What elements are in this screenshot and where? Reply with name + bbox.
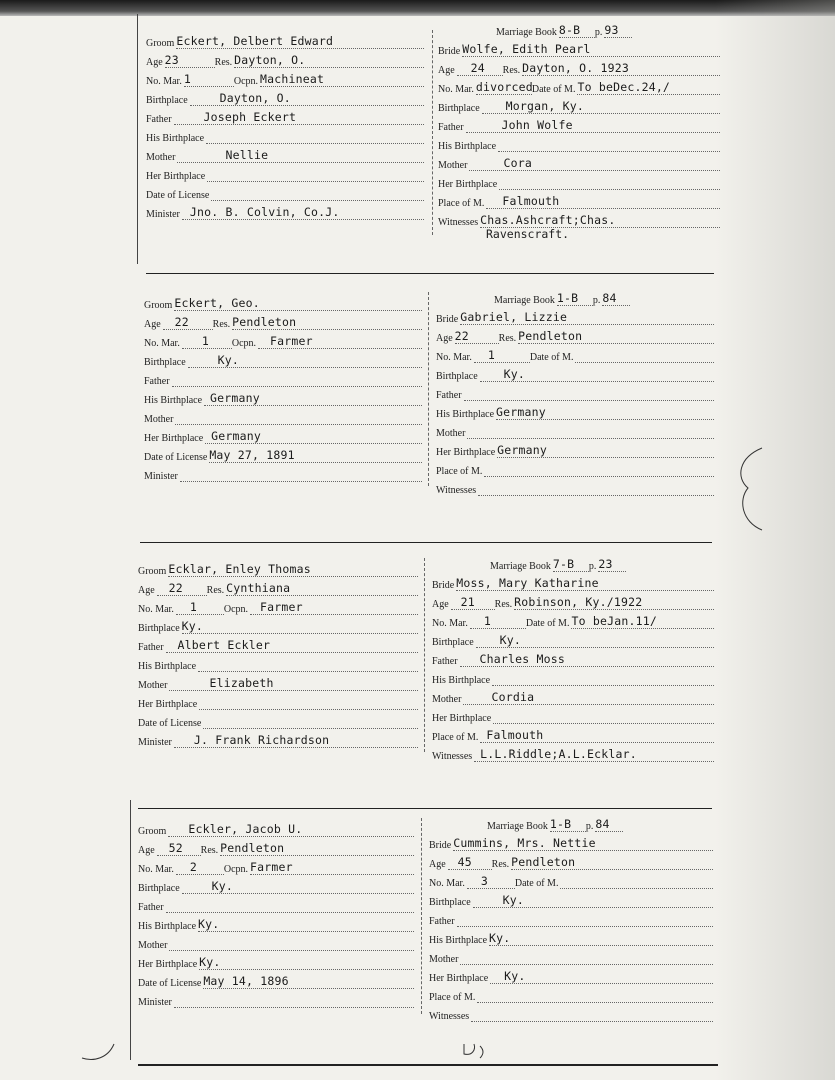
groom-date-of-license: May 14, 1896 [203, 974, 289, 988]
bride-place-of-m-row [429, 984, 713, 1003]
groom-nomar-row [144, 330, 422, 349]
bride-his-birthplace-row [429, 927, 713, 946]
record-divider [428, 292, 429, 486]
bride-witnesses-row [429, 1003, 713, 1022]
marriage-book-number: 1-B [556, 291, 579, 305]
birthplace-label: Birthplace [432, 637, 474, 648]
scan-edge-shading [715, 0, 835, 1080]
groom-ocpn: Machineat [260, 72, 325, 86]
marriage-book-label: Marriage Book [496, 27, 557, 38]
mother-label: Mother [146, 152, 176, 163]
place-of-m-label: Place of M. [429, 992, 476, 1003]
bride-birthplace-row [432, 629, 714, 648]
bride-her-birthplace: Germany [497, 443, 548, 457]
bride-his-birthplace-row [438, 133, 720, 152]
record-divider [424, 558, 425, 752]
groom-name: Eckert, Geo. [174, 296, 260, 310]
record-separator [146, 273, 714, 274]
marriage-book-page: 93 [604, 23, 619, 37]
bride-place-of-m: Falmouth [502, 194, 560, 208]
res-label: Res. [491, 859, 510, 870]
date-of-m-label: Date of M. [529, 352, 574, 363]
groom-age-row [138, 577, 418, 596]
groom-mother-row [138, 932, 414, 951]
father-label: Father [436, 390, 462, 401]
groom-her-birthplace-row [138, 691, 418, 710]
groom-age: 23 [164, 53, 179, 67]
groom-his-birthplace-row [138, 653, 418, 672]
bride-age: 22 [454, 329, 469, 343]
margin-bracket-mark [734, 444, 764, 534]
groom-license-row [146, 182, 424, 201]
no-mar-label: No. Mar. [436, 352, 472, 363]
record-separator [138, 808, 712, 809]
mother-label: Mother [432, 694, 462, 705]
groom-no-mar: 1 [189, 600, 197, 614]
bride-her-birthplace-row [436, 439, 714, 458]
groom-res: Dayton, O. [234, 53, 306, 67]
groom-her-birthplace-row [146, 163, 424, 182]
bride-name: Wolfe, Edith Pearl [462, 42, 591, 56]
marriage-book-label: Marriage Book [487, 821, 548, 832]
groom-nomar-row [138, 596, 418, 615]
groom-nomar-row [146, 68, 424, 87]
bride-witnesses-row [432, 743, 714, 762]
witnesses-label: Witnesses [432, 751, 473, 762]
bride-name-row [429, 832, 713, 851]
bride-place-of-m-row [432, 724, 714, 743]
age-label: Age [138, 585, 155, 596]
bride-date-of-m: To beDec.24,/ [577, 80, 671, 94]
date-of-license-label: Date of License [144, 452, 208, 463]
marriage-book-label: Marriage Book [490, 561, 551, 572]
ocpn-label: Ocpn. [233, 76, 259, 87]
bride-father-row [429, 908, 713, 927]
bride-nomar-row [432, 610, 714, 629]
date-of-license-label: Date of License [146, 190, 210, 201]
marriage-book-number: 1-B [549, 817, 572, 831]
bride-father-row [436, 382, 714, 401]
groom-minister: J. Frank Richardson [193, 733, 330, 747]
bride-father: John Wolfe [501, 118, 573, 132]
groom-minister: Jno. B. Colvin, Co.J. [189, 205, 340, 219]
groom-name: Eckler, Jacob U. [188, 822, 303, 836]
res-label: Res. [498, 333, 517, 344]
scan-top-shadow [0, 0, 835, 16]
bride-panel [438, 23, 720, 241]
groom-no-mar: 1 [183, 72, 191, 86]
bride-place-of-m-row [438, 190, 720, 209]
groom-his-birthplace-row [138, 913, 414, 932]
bride-age: 45 [457, 855, 472, 869]
groom-ocpn: Farmer [250, 860, 293, 874]
his-birthplace-label: His Birthplace [429, 935, 488, 946]
card-left-border [137, 14, 138, 264]
bride-name-row [436, 306, 714, 325]
father-label: Father [144, 376, 170, 387]
groom-name-row [146, 30, 424, 49]
bride-label: Bride [438, 46, 461, 57]
bride-name-row [432, 572, 714, 591]
groom-label: Groom [144, 300, 173, 311]
bride-mother: Cora [503, 156, 532, 170]
bride-age: 21 [460, 595, 475, 609]
place-of-m-label: Place of M. [432, 732, 479, 743]
her-birthplace-label: Her Birthplace [436, 447, 496, 458]
bride-witnesses-continued: Ravenscraft. [486, 227, 570, 241]
bride-witnesses: Chas.Ashcraft;Chas. [480, 213, 616, 227]
groom-panel [144, 292, 422, 482]
age-label: Age [429, 859, 446, 870]
mother-label: Mother [138, 940, 168, 951]
father-label: Father [138, 902, 164, 913]
bride-panel [432, 558, 714, 762]
bride-mother-row [436, 420, 714, 439]
groom-name: Ecklar, Enley Thomas [168, 562, 311, 576]
age-label: Age [138, 845, 155, 856]
his-birthplace-label: His Birthplace [138, 661, 197, 672]
age-label: Age [436, 333, 453, 344]
his-birthplace-label: His Birthplace [144, 395, 203, 406]
bride-birthplace: Ky. [503, 367, 526, 381]
witnesses-label: Witnesses [438, 217, 479, 228]
groom-birthplace: Ky. [211, 879, 234, 893]
bride-age-row [429, 851, 713, 870]
date-of-license-label: Date of License [138, 978, 202, 989]
marriage-book-page: 23 [598, 557, 613, 571]
bride-age-row [438, 57, 720, 76]
groom-birthplace: Dayton, O. [219, 91, 291, 105]
groom-minister-row [138, 729, 418, 748]
ocpn-label: Ocpn. [223, 864, 249, 875]
his-birthplace-label: His Birthplace [146, 133, 205, 144]
page-bottom-rule [138, 1064, 718, 1066]
groom-name-row [138, 558, 418, 577]
ocpn-label: Ocpn. [223, 604, 249, 615]
bride-birthplace-row [438, 95, 720, 114]
groom-mother-row [138, 672, 418, 691]
marriage-book-row [438, 24, 720, 38]
bride-his-birthplace: Ky. [489, 931, 511, 945]
groom-ocpn: Farmer [260, 600, 303, 614]
bride-her-birthplace-row [429, 965, 713, 984]
bride-mother-row [438, 152, 720, 171]
birthplace-label: Birthplace [138, 883, 180, 894]
groom-panel [138, 818, 414, 1008]
birthplace-label: Birthplace [438, 103, 480, 114]
minister-label: Minister [138, 737, 172, 748]
scribble-mark [460, 1040, 490, 1060]
groom-license-row [138, 710, 418, 729]
her-birthplace-label: Her Birthplace [438, 179, 498, 190]
mother-label: Mother [438, 160, 468, 171]
witnesses-label: Witnesses [436, 485, 477, 496]
marriage-book-row [436, 292, 714, 306]
no-mar-label: No. Mar. [438, 84, 474, 95]
age-label: Age [144, 319, 161, 330]
bride-mother-row [432, 686, 714, 705]
bride-nomar-row [436, 344, 714, 363]
no-mar-label: No. Mar. [138, 864, 174, 875]
birthplace-label: Birthplace [144, 357, 186, 368]
groom-father-row [138, 894, 414, 913]
groom-age: 52 [168, 841, 183, 855]
groom-birthplace: Ky. [217, 353, 240, 367]
page-label: p. [588, 561, 597, 572]
no-mar-label: No. Mar. [432, 618, 468, 629]
bride-birthplace-row [436, 363, 714, 382]
groom-no-mar: 1 [201, 334, 209, 348]
marriage-book-number: 8-B [558, 23, 581, 37]
bride-his-birthplace-row [436, 401, 714, 420]
groom-name-row [138, 818, 414, 837]
groom-label: Groom [138, 566, 167, 577]
bride-birthplace-row [429, 889, 713, 908]
groom-her-birthplace: Germany [211, 429, 262, 443]
birthplace-label: Birthplace [138, 623, 180, 634]
card-left-border-lower [130, 800, 131, 1060]
res-label: Res. [212, 319, 231, 330]
bride-res: Dayton, O. 1923 [522, 61, 630, 75]
marriage-book-row [432, 558, 714, 572]
bride-mother: Cordia [491, 690, 535, 704]
res-label: Res. [214, 57, 233, 68]
mother-label: Mother [144, 414, 174, 425]
bride-his-birthplace-row [432, 667, 714, 686]
birthplace-label: Birthplace [436, 371, 478, 382]
age-label: Age [432, 599, 449, 610]
his-birthplace-label: His Birthplace [438, 141, 497, 152]
groom-birthplace-row [144, 349, 422, 368]
bride-place-of-m: Falmouth [486, 728, 544, 742]
groom-her-birthplace-row [138, 951, 414, 970]
date-of-license-label: Date of License [138, 718, 202, 729]
groom-res: Pendleton [220, 841, 285, 855]
marriage-book-page: 84 [595, 817, 610, 831]
minister-label: Minister [138, 997, 172, 1008]
bride-panel [429, 818, 713, 1022]
groom-name: Eckert, Delbert Edward [176, 34, 334, 48]
bride-name: Gabriel, Lizzie [460, 310, 568, 324]
groom-nomar-row [138, 856, 414, 875]
father-label: Father [432, 656, 458, 667]
bride-no-mar: divorced [475, 80, 533, 94]
bride-her-birthplace: Ky. [504, 969, 526, 983]
bride-father: Charles Moss [479, 652, 566, 666]
father-label: Father [146, 114, 172, 125]
bride-birthplace: Morgan, Ky. [505, 99, 585, 113]
bride-birthplace: Ky. [499, 633, 522, 647]
bride-her-birthplace-row [432, 705, 714, 724]
her-birthplace-label: Her Birthplace [146, 171, 206, 182]
ocpn-label: Ocpn. [231, 338, 257, 349]
bride-witnesses-row [436, 477, 714, 496]
groom-age-row [138, 837, 414, 856]
her-birthplace-label: Her Birthplace [432, 713, 492, 724]
groom-mother: Elizabeth [209, 676, 274, 690]
groom-his-birthplace-row [144, 387, 422, 406]
groom-age-row [146, 49, 424, 68]
groom-res: Cynthiana [226, 581, 291, 595]
groom-father: Albert Eckler [177, 638, 271, 652]
place-of-m-label: Place of M. [436, 466, 483, 477]
witnesses-label: Witnesses [429, 1011, 470, 1022]
bride-no-mar: 1 [483, 614, 491, 628]
age-label: Age [438, 65, 455, 76]
father-label: Father [429, 916, 455, 927]
bride-mother-row [429, 946, 713, 965]
groom-birthplace-row [138, 615, 418, 634]
groom-license-row [138, 970, 414, 989]
groom-father-row [144, 368, 422, 387]
groom-birthplace: Ky. [181, 619, 204, 633]
groom-mother-row [146, 144, 424, 163]
res-label: Res. [502, 65, 521, 76]
groom-panel [138, 558, 418, 748]
bride-father-row [432, 648, 714, 667]
marriage-book-number: 7-B [552, 557, 575, 571]
record-divider [432, 30, 433, 235]
groom-minister-row [138, 989, 414, 1008]
groom-ocpn: Farmer [270, 334, 313, 348]
birthplace-label: Birthplace [429, 897, 471, 908]
bride-nomar-row [438, 76, 720, 95]
groom-no-mar: 2 [189, 860, 197, 874]
bride-age-row [436, 325, 714, 344]
groom-mother: Nellie [225, 148, 269, 162]
groom-date-of-license: May 27, 1891 [209, 448, 295, 462]
page-label: p. [592, 295, 601, 306]
groom-label: Groom [138, 826, 167, 837]
bride-label: Bride [429, 840, 452, 851]
bride-date-of-m: To beJan.11/ [571, 614, 657, 628]
res-label: Res. [494, 599, 513, 610]
bride-name: Moss, Mary Katharine [456, 576, 599, 590]
groom-age-row [144, 311, 422, 330]
bride-witnesses: L.L.Riddle;A.L.Ecklar. [480, 747, 637, 761]
no-mar-label: No. Mar. [429, 878, 465, 889]
father-label: Father [138, 642, 164, 653]
bride-label: Bride [436, 314, 459, 325]
bride-res: Robinson, Ky./1922 [514, 595, 643, 609]
mother-label: Mother [436, 428, 466, 439]
bride-name: Cummins, Mrs. Nettie [453, 836, 596, 850]
groom-his-birthplace: Ky. [198, 917, 220, 931]
her-birthplace-label: Her Birthplace [144, 433, 204, 444]
groom-panel [146, 30, 424, 220]
no-mar-label: No. Mar. [146, 76, 182, 87]
date-of-m-label: Date of M. [525, 618, 570, 629]
bride-no-mar: 3 [480, 874, 488, 888]
groom-father: Joseph Eckert [203, 110, 297, 124]
groom-label: Groom [146, 38, 175, 49]
record-separator [140, 542, 712, 543]
bride-his-birthplace: Germany [496, 405, 546, 419]
marriage-book-page: 84 [602, 291, 617, 305]
minister-label: Minister [144, 471, 178, 482]
his-birthplace-label: His Birthplace [432, 675, 491, 686]
bride-father-row [438, 114, 720, 133]
page-label: p. [585, 821, 594, 832]
no-mar-label: No. Mar. [138, 604, 174, 615]
res-label: Res. [200, 845, 219, 856]
bride-birthplace: Ky. [502, 893, 525, 907]
place-of-m-label: Place of M. [438, 198, 485, 209]
groom-his-birthplace: Germany [210, 391, 260, 405]
res-label: Res. [206, 585, 225, 596]
groom-birthplace-row [138, 875, 414, 894]
corner-curl-mark [80, 1040, 120, 1064]
her-birthplace-label: Her Birthplace [429, 973, 489, 984]
age-label: Age [146, 57, 163, 68]
page-label: p. [594, 27, 603, 38]
date-of-m-label: Date of M. [514, 878, 559, 889]
bride-res: Pendleton [518, 329, 583, 343]
groom-minister-row [144, 463, 422, 482]
groom-her-birthplace: Ky. [199, 955, 221, 969]
no-mar-label: No. Mar. [144, 338, 180, 349]
groom-res: Pendleton [232, 315, 297, 329]
minister-label: Minister [146, 209, 180, 220]
groom-name-row [144, 292, 422, 311]
bride-her-birthplace-row [438, 171, 720, 190]
bride-age: 24 [470, 61, 485, 75]
marriage-book-row [429, 818, 713, 832]
groom-minister-row [146, 201, 424, 220]
groom-license-row [144, 444, 422, 463]
birthplace-label: Birthplace [146, 95, 188, 106]
father-label: Father [438, 122, 464, 133]
groom-father-row [146, 106, 424, 125]
bride-witnesses-row [438, 209, 720, 228]
bride-label: Bride [432, 580, 455, 591]
bride-age-row [432, 591, 714, 610]
groom-mother-row [144, 406, 422, 425]
bride-no-mar: 1 [487, 348, 495, 362]
mother-label: Mother [138, 680, 168, 691]
marriage-book-label: Marriage Book [494, 295, 555, 306]
bride-res: Pendleton [511, 855, 576, 869]
bride-place-of-m-row [436, 458, 714, 477]
bride-name-row [438, 38, 720, 57]
date-of-m-label: Date of M. [531, 84, 576, 95]
groom-his-birthplace-row [146, 125, 424, 144]
groom-father-row [138, 634, 418, 653]
her-birthplace-label: Her Birthplace [138, 699, 198, 710]
record-divider [421, 818, 422, 1014]
his-birthplace-label: His Birthplace [138, 921, 197, 932]
her-birthplace-label: Her Birthplace [138, 959, 198, 970]
bride-nomar-row [429, 870, 713, 889]
mother-label: Mother [429, 954, 459, 965]
his-birthplace-label: His Birthplace [436, 409, 495, 420]
groom-her-birthplace-row [144, 425, 422, 444]
groom-age: 22 [174, 315, 189, 329]
groom-birthplace-row [146, 87, 424, 106]
bride-panel [436, 292, 714, 496]
groom-age: 22 [168, 581, 183, 595]
